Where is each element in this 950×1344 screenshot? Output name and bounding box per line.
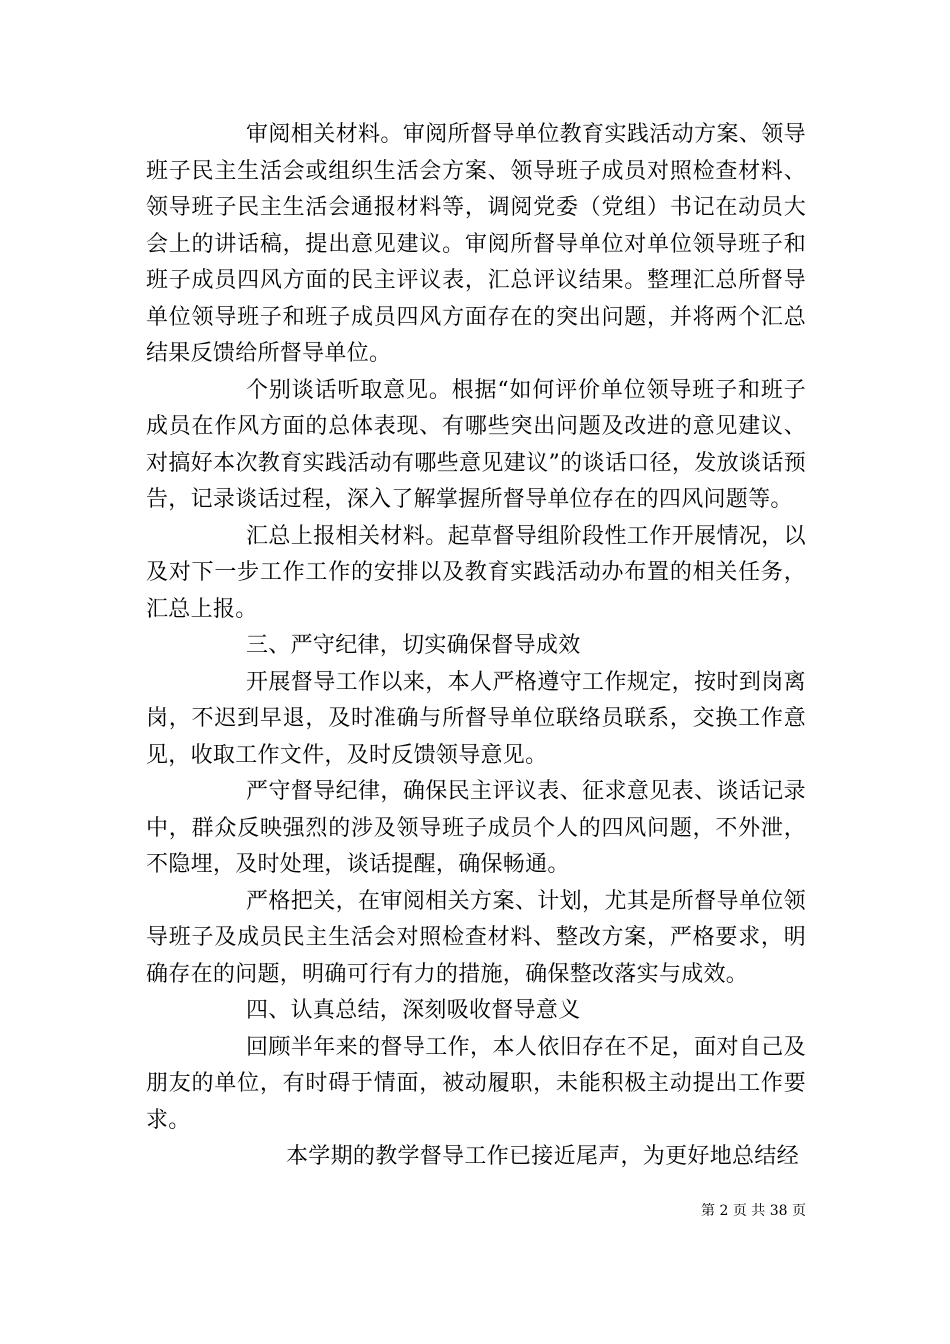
paragraph-semester-end: 本学期的教学督导工作已接近尾声，为更好地总结经 [286, 1144, 799, 1169]
document-body [146, 117, 806, 1176]
paragraph-work-rules: 开展督导工作以来，本人严格遵守工作规定，按时到岗离岗，不迟到早退，及时准确与所督导单位联络员联系，交换工作意见，收取工作文件，及时反馈领导意见。 [146, 669, 806, 768]
paragraph-review-shortcomings: 回顾半年来的督导工作，本人依旧存在不足，面对自己及朋友的单位，有时碍于情面，被动履职，未能积极主动提出工作要求。 [146, 1034, 806, 1133]
paragraph-strict-checks: 严格把关，在审阅相关方案、计划，尤其是所督导单位领导班子及成员民主生活会对照检查材料、整改方案，严格要求，明确存在的问题，明确可行有力的措施，确保整改落实与成效。 [146, 888, 806, 987]
section-heading-discipline: 三、严守纪律，切实确保督导成效 [246, 633, 581, 658]
paragraph-individual-talks: 个别谈话听取意见。根据“如何评价单位领导班子和班子成员在作风方面的总体表现、有哪些突出问题及改进的意见建议、对搞好本次教育实践活动有哪些意见建议”的谈话口径，发放谈话预告，记录谈话过程，深入了解掌握所督导单位存在的四风问题等。 [146, 377, 806, 512]
section-heading-summary: 四、认真总结，深刻吸收督导意义 [246, 998, 581, 1023]
paragraph-review-materials: 审阅相关材料。审阅所督导单位教育实践活动方案、领导班子民主生活会或组织生活会方案、领导班子成员对照检查材料、领导班子民主生活会通报材料等，调阅党委（党组）书记在动员大会上的讲话稿，提出意见建议。审阅所督导单位对单位领导班子和班子成员四风方面的民主评议表，汇总评议结果。整理汇总所督导单位领导班子和班子成员四风方面存在的突出问题，并将两个汇总结果反馈给所督导单位。 [146, 122, 806, 366]
paragraph-summary-report: 汇总上报相关材料。起草督导组阶段性工作开展情况，以及对下一步工作工作的安排以及教育实践活动办布置的相关任务，汇总上报。 [146, 523, 806, 622]
page-number-footer: 第 2 页 共 38 页 [701, 1203, 806, 1219]
paragraph-supervision-discipline: 严守督导纪律，确保民主评议表、征求意见表、谈话记录中，群众反映强烈的涉及领导班子成员个人的四风问题，不外泄，不隐埋，及时处理，谈话提醒，确保畅通。 [146, 779, 806, 877]
